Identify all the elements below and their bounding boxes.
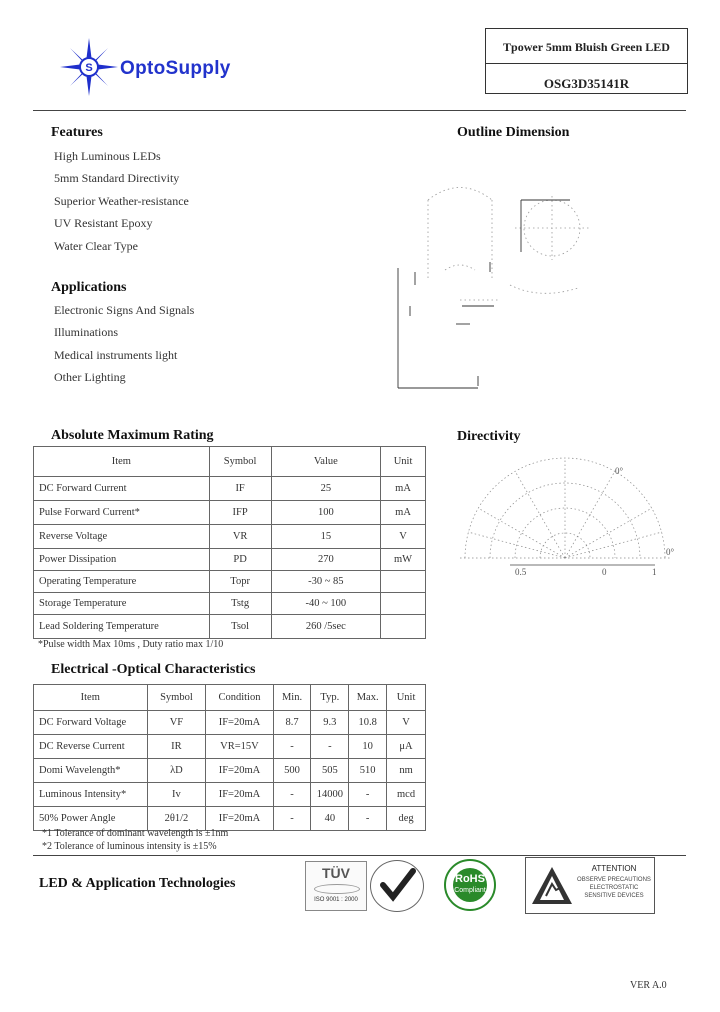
eoc-note-2: *2 Tolerance of luminous intensity is ±15% — [42, 841, 217, 852]
table-cell: - — [311, 735, 349, 759]
table-cell: 25 — [271, 477, 381, 501]
footer-divider — [33, 855, 686, 856]
rohs-subtext: Compliant — [454, 887, 486, 894]
table-cell: 270 — [271, 549, 381, 571]
table-cell: Domi Wavelength* — [34, 759, 148, 783]
eoc-title: Electrical -Optical Characteristics — [51, 662, 256, 677]
directivity-label-x-left: 0.5 — [515, 567, 527, 577]
table-row — [34, 477, 426, 501]
tuv-text: TÜV — [322, 865, 350, 881]
table-row — [34, 549, 426, 571]
header-cell: Unit — [387, 685, 426, 711]
table-cell: - — [349, 807, 387, 831]
list-item: Superior Weather-resistance — [54, 193, 189, 208]
list-item: Electronic Signs And Signals — [54, 303, 195, 317]
svg-text:S: S — [85, 62, 93, 74]
applications-list — [54, 303, 194, 393]
outline-dimension-drawing — [390, 160, 610, 410]
table-cell: mA — [381, 477, 426, 501]
star-logo-icon — [58, 36, 120, 98]
features-list — [54, 149, 189, 261]
table-cell — [381, 615, 426, 639]
header-cell: Unit — [381, 447, 426, 477]
table-cell: Lead Soldering Temperature — [34, 615, 210, 639]
brand-name: OptoSupply — [120, 58, 231, 79]
table-cell: 14000 — [311, 783, 349, 807]
table-cell: 505 — [311, 759, 349, 783]
table-row — [34, 501, 426, 525]
header-cell: Max. — [349, 685, 387, 711]
table-cell: 500 — [273, 759, 311, 783]
table-cell: Tstg — [209, 593, 271, 615]
list-item: UV Resistant Epoxy — [54, 216, 153, 231]
header-cell: Symbol — [209, 447, 271, 477]
table-cell: DC Forward Voltage — [34, 711, 148, 735]
rohs-text: RoHS — [455, 873, 485, 885]
table-cell: IF=20mA — [206, 807, 273, 831]
checkmark-certificate-badge — [370, 860, 424, 912]
product-title: Tpower 5mm Bluish Green LED — [503, 40, 670, 54]
table-cell: 2θ1/2 — [147, 807, 206, 831]
table-cell: IF=20mA — [206, 783, 273, 807]
table-cell: Iv — [147, 783, 206, 807]
table-header-row — [34, 685, 426, 711]
table-cell: mW — [381, 549, 426, 571]
table-cell: - — [273, 783, 311, 807]
table-cell: Operating Temperature — [34, 571, 210, 593]
directivity-title: Directivity — [457, 429, 521, 444]
table-cell: mA — [381, 501, 426, 525]
amr-title: Absolute Maximum Rating — [51, 428, 214, 443]
table-cell: IR — [147, 735, 206, 759]
table-cell: V — [387, 711, 426, 735]
header-cell: Symbol — [147, 685, 206, 711]
directivity-label-0: 0° — [615, 466, 624, 476]
directivity-label-x-mid: 0 — [602, 567, 607, 577]
company-name: LED & Application Technologies — [39, 876, 236, 891]
applications-title: Applications — [51, 280, 127, 295]
table-cell: 9.3 — [311, 711, 349, 735]
table-cell: IF — [209, 477, 271, 501]
list-item: Other Lighting — [54, 370, 126, 385]
table-cell: Storage Temperature — [34, 593, 210, 615]
table-cell: VR=15V — [206, 735, 273, 759]
table-cell: IFP — [209, 501, 271, 525]
table-cell: 100 — [271, 501, 381, 525]
rohs-seal-icon — [436, 858, 504, 912]
tuv-certificate-badge — [305, 861, 367, 911]
table-cell: 50% Power Angle — [34, 807, 148, 831]
table-row — [34, 525, 426, 549]
table-cell: Luminous Intensity* — [34, 783, 148, 807]
table-cell: - — [273, 807, 311, 831]
header-cell: Item — [34, 685, 148, 711]
esd-attention-label — [525, 857, 655, 914]
header-cell: Typ. — [311, 685, 349, 711]
table-cell: PD — [209, 549, 271, 571]
table-row — [34, 571, 426, 593]
esd-warning-icon — [530, 864, 574, 908]
table-cell: 8.7 — [273, 711, 311, 735]
table-cell: Tsol — [209, 615, 271, 639]
table-cell: VR — [209, 525, 271, 549]
table-cell: Topr — [209, 571, 271, 593]
table-cell: 40 — [311, 807, 349, 831]
table-cell: deg — [387, 807, 426, 831]
tuv-wave-icon — [314, 884, 360, 894]
table-cell: - — [349, 783, 387, 807]
table-cell: DC Forward Current — [34, 477, 210, 501]
directivity-label-x-right: 1 — [652, 567, 657, 577]
table-cell: IF=20mA — [206, 711, 273, 735]
table-row — [34, 759, 426, 783]
table-cell: DC Reverse Current — [34, 735, 148, 759]
header-cell: Item — [34, 447, 210, 477]
directivity-chart — [450, 452, 680, 582]
header-box — [485, 28, 688, 94]
table-cell: nm — [387, 759, 426, 783]
table-row — [34, 711, 426, 735]
outline-title: Outline Dimension — [457, 125, 570, 140]
brand-logo — [58, 36, 273, 98]
table-cell: V — [381, 525, 426, 549]
header-cell: Condition — [206, 685, 273, 711]
table-cell: Power Dissipation — [34, 549, 210, 571]
table-cell: μA — [387, 735, 426, 759]
table-row — [34, 807, 426, 831]
table-cell: 260 /5sec — [271, 615, 381, 639]
table-cell — [381, 593, 426, 615]
table-row — [34, 735, 426, 759]
list-item: Illuminations — [54, 325, 118, 340]
table-cell: Reverse Voltage — [34, 525, 210, 549]
features-title: Features — [51, 125, 103, 140]
directivity-label-90: 0° — [666, 547, 675, 557]
table-cell: VF — [147, 711, 206, 735]
version-label: VER A.0 — [630, 980, 667, 991]
amr-note: *Pulse width Max 10ms , Duty ratio max 1/10 — [38, 639, 224, 650]
table-row — [34, 615, 426, 639]
table-cell: mcd — [387, 783, 426, 807]
table-cell: 510 — [349, 759, 387, 783]
attention-title: ATTENTION — [591, 864, 637, 873]
list-item: Water Clear Type — [54, 238, 138, 253]
header-divider — [33, 110, 686, 111]
rohs-badge — [436, 858, 504, 912]
table-cell: -30 ~ 85 — [271, 571, 381, 593]
table-cell: 10.8 — [349, 711, 387, 735]
table-cell — [381, 571, 426, 593]
list-item: High Luminous LEDs — [54, 149, 161, 163]
table-cell: 10 — [349, 735, 387, 759]
table-cell: λD — [147, 759, 206, 783]
iso-text: ISO 9001 : 2000 — [314, 897, 358, 903]
attention-body: OBSERVE PRECAUTIONS ELECTROSTATIC SENSITIVE DEVICES — [577, 877, 651, 899]
table-cell: Pulse Forward Current* — [34, 501, 210, 525]
checkmark-icon — [371, 861, 423, 911]
amr-table — [33, 446, 426, 639]
table-row — [34, 783, 426, 807]
header-cell: Value — [271, 447, 381, 477]
table-header-row — [34, 447, 426, 477]
list-item: Medical instruments light — [54, 347, 178, 362]
list-item: 5mm Standard Directivity — [54, 171, 180, 186]
table-cell: - — [273, 735, 311, 759]
header-cell: Min. — [273, 685, 311, 711]
table-cell: -40 ~ 100 — [271, 593, 381, 615]
table-row — [34, 593, 426, 615]
table-cell: IF=20mA — [206, 759, 273, 783]
part-number: OSG3D35141R — [543, 76, 630, 91]
eoc-note-1: *1 Tolerance of dominant wavelength is ±1nm — [42, 828, 229, 839]
eoc-table — [33, 684, 426, 831]
table-cell: 15 — [271, 525, 381, 549]
